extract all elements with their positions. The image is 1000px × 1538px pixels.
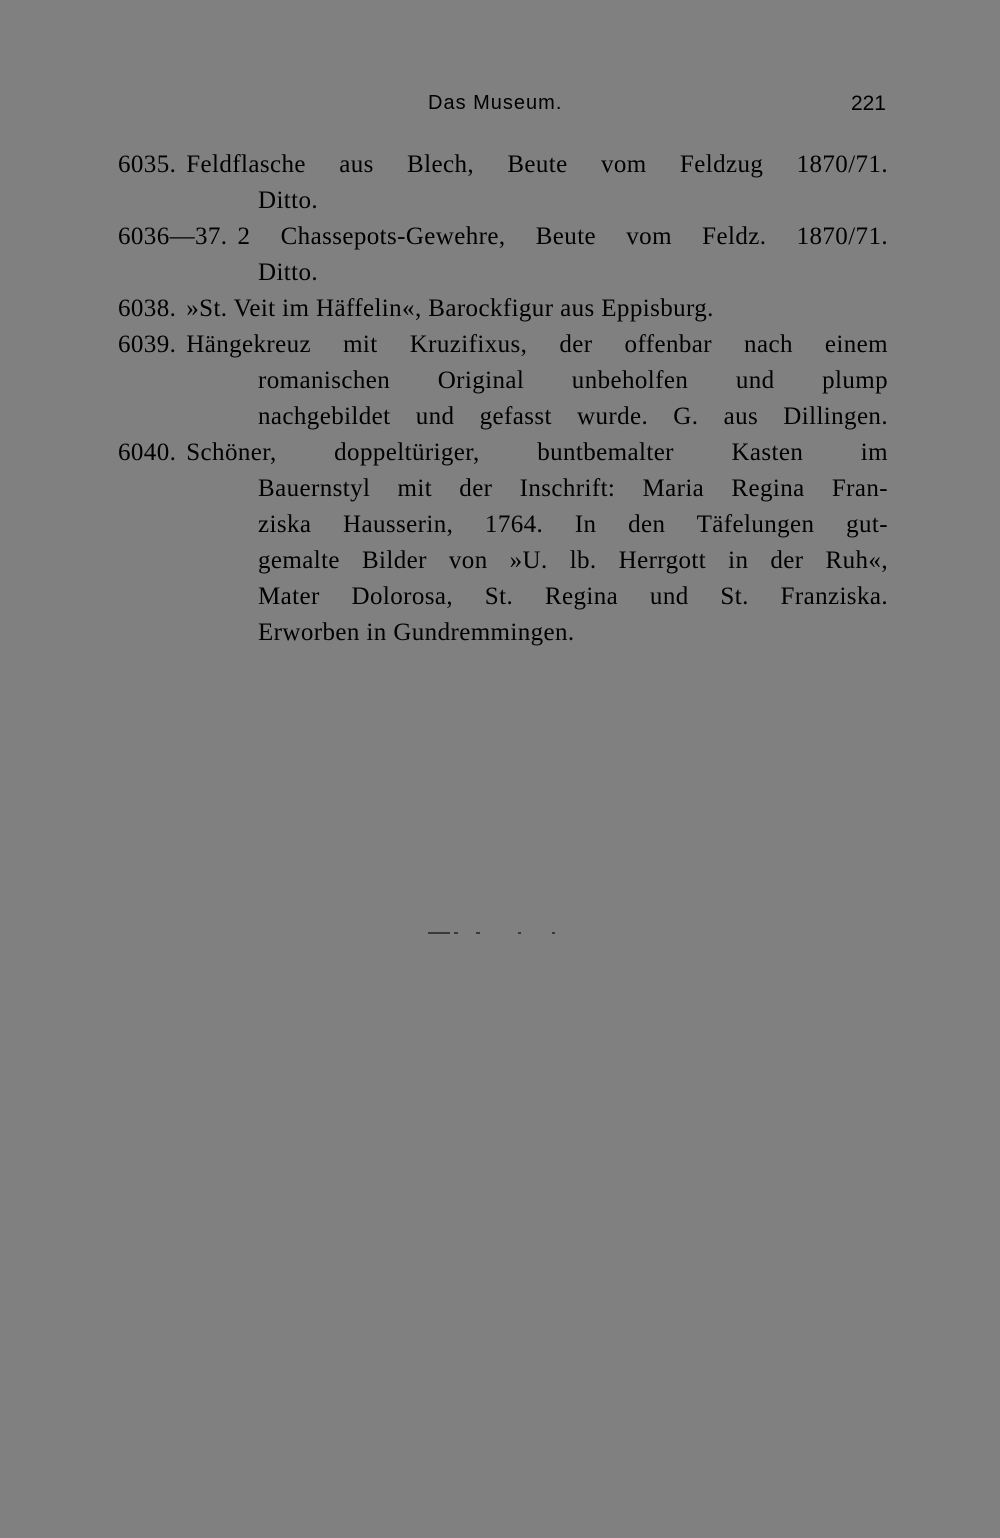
entry-text: »St. Veit im Häffelin«, Barockfigur aus Eppisburg. [186, 295, 714, 322]
running-head [118, 92, 886, 122]
smudge-mark [476, 932, 480, 934]
smudge-mark [454, 932, 458, 934]
entry-text: 2 Chassepots-Gewehre, Beute vom Feldz. 1870/71. [237, 223, 888, 250]
entry-line [118, 219, 888, 255]
entry-line [118, 435, 888, 471]
page-number: 221 [850, 92, 886, 115]
entry-line [118, 291, 888, 327]
catalog-entry-6035 [118, 147, 888, 219]
entry-line [118, 147, 888, 183]
entry-number: 6040. [118, 439, 177, 466]
entry-line: Bauernstyl mit der Inschrift: Maria Regina Fran- [258, 475, 888, 502]
scan-smudge [428, 932, 568, 936]
entry-line: gemalte Bilder von »U. lb. Herrgott in der Ruh«, [258, 547, 888, 574]
catalog-entries [118, 147, 888, 651]
entry-line: nachgebildet und gefasst wurde. G. aus Dillingen. [258, 403, 888, 430]
catalog-entry-6040 [118, 435, 888, 651]
catalog-entry-6036-37 [118, 219, 888, 291]
smudge-mark [518, 932, 521, 934]
smudge-mark [428, 932, 450, 934]
entry-text: Feldflasche aus Blech, Beute vom Feldzug 1870/71. [186, 151, 888, 178]
entry-line [118, 327, 888, 363]
entry-number: 6035. [118, 151, 177, 178]
entry-number: 6039. [118, 331, 177, 358]
entry-line: ziska Hausserin, 1764. In den Täfelungen gut- [258, 511, 888, 538]
entry-line: Ditto. [258, 187, 319, 214]
running-title: Das Museum. [428, 92, 563, 114]
entry-text: Schöner, doppeltüriger, buntbemalter Kasten im [186, 439, 888, 466]
entry-line: Mater Dolorosa, St. Regina und St. Franziska. [258, 583, 888, 610]
entry-line: Erworben in Gundremmingen. [258, 619, 575, 646]
entry-number: 6036—37. [118, 223, 228, 250]
catalog-entry-6039 [118, 327, 888, 435]
entry-number: 6038. [118, 295, 177, 322]
entry-line: romanischen Original unbeholfen und plump [258, 367, 888, 394]
catalog-entry-6038 [118, 291, 888, 327]
smudge-mark [552, 932, 555, 934]
entry-text: Hängekreuz mit Kruzifixus, der offenbar nach einem [186, 331, 888, 358]
entry-line: Ditto. [258, 259, 319, 286]
